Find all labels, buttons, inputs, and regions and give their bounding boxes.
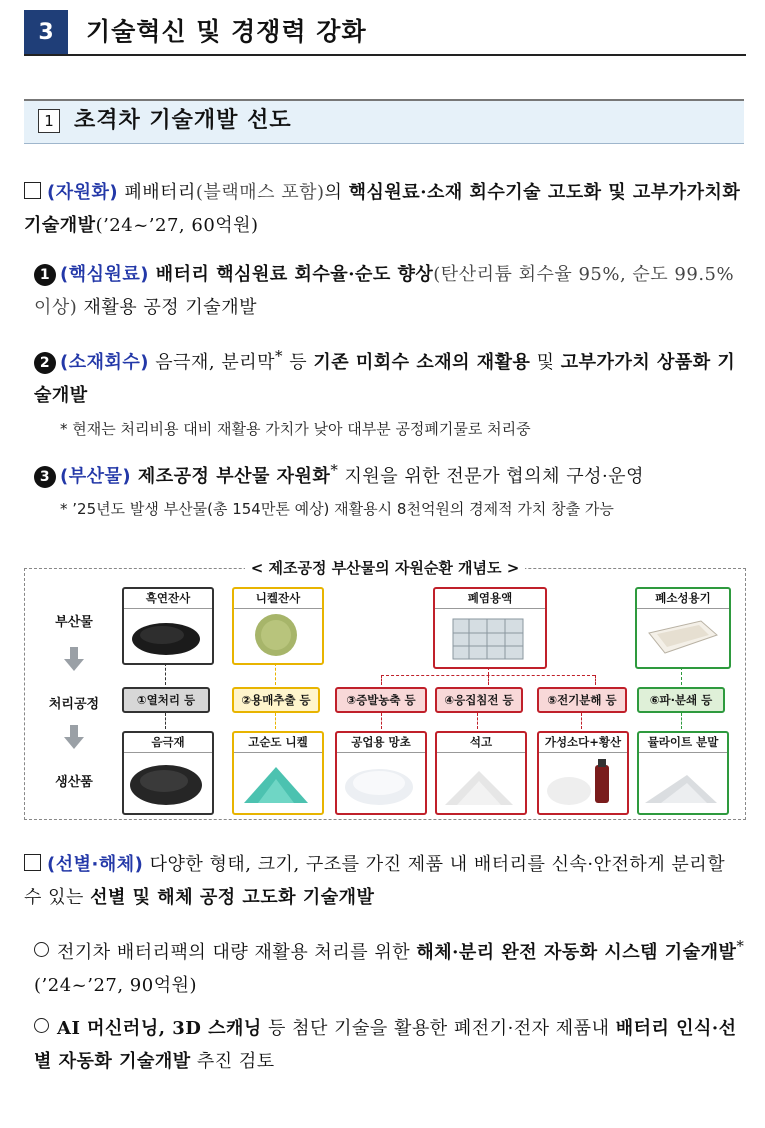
input-nickel-residue — [232, 587, 324, 665]
input-graphite-residue — [122, 587, 214, 665]
section-number: 3 — [24, 10, 68, 54]
subsection-header — [24, 99, 744, 144]
item-tag: (부산물) — [60, 466, 132, 487]
card-label: 고순도 니켈 — [234, 733, 322, 753]
diagram-title: < 제조공정 부산물의 자원순환 개념도 > — [245, 559, 526, 577]
item-text: 및 — [530, 352, 561, 373]
gypsum-image — [441, 757, 521, 809]
item-tail: 지원을 위한 전문가 협의체 구성·운영 — [338, 466, 644, 487]
bullet-ai-recognition — [34, 1012, 746, 1078]
row-label-product: 생산품 — [55, 775, 93, 790]
product-gypsum — [435, 731, 527, 815]
process-electrolysis: ⑤전기분해 등 — [537, 687, 627, 713]
row-label-byproduct: 부산물 — [55, 615, 93, 630]
input-waste-salt-solution — [433, 587, 547, 669]
item-tag: (핵심원료) — [60, 264, 150, 285]
card-label: 흑연잔사 — [124, 589, 212, 609]
card-label: 폐염용액 — [435, 589, 545, 609]
item-tail: 재활용 공정 기술개발 — [77, 297, 257, 318]
item-text: 폐배터리 — [118, 182, 196, 203]
product-caustic-soda-sulfuric-acid — [537, 731, 629, 815]
process-coagulation: ④응집침전 등 — [435, 687, 523, 713]
item-bold: 해체·분리 완전 자동화 시스템 기술개발 — [416, 942, 737, 963]
row-label-process: 처리공정 — [48, 697, 100, 712]
item-bold: 고부가가치 상품화 기술개발 — [34, 352, 736, 406]
crucible-image — [641, 613, 725, 663]
item-tag: (자원화) — [47, 182, 119, 203]
item-bold: 기존 미회수 소재의 재활용 — [313, 352, 531, 373]
item-paren: (블랙매스 포함) — [195, 182, 325, 203]
section-header — [24, 10, 746, 56]
item-tail: (’24~’27, 90억원) — [34, 975, 198, 996]
item-text: 등 — [283, 352, 314, 373]
anode-material-image — [128, 757, 208, 809]
nickel-image — [238, 757, 318, 809]
subsection-number: 1 — [38, 109, 60, 133]
down-arrow-icon — [64, 647, 84, 671]
product-high-purity-nickel — [232, 731, 324, 815]
number-3-icon: 3 — [34, 466, 56, 488]
item-resource — [24, 176, 746, 242]
square-bullet-icon — [24, 182, 41, 199]
item-sorting-dismantling — [24, 848, 746, 914]
number-2-icon: 2 — [34, 352, 56, 374]
process-evaporation: ③증발농축 등 — [335, 687, 427, 713]
card-label: 음극재 — [124, 733, 212, 753]
item-text: 다양한 형태, 크기, 구조를 가진 제품 내 배터리를 신속·안전하게 분리할 수 있는 — [24, 854, 726, 908]
card-label: 공업용 망초 — [337, 733, 425, 753]
card-label: 니켈잔사 — [234, 589, 322, 609]
mullite-image — [643, 757, 723, 809]
square-bullet-icon — [24, 854, 41, 871]
item-paren: (탄산리튬 회수율 95%, 순도 99.5% 이상) — [34, 264, 735, 318]
product-mullite-powder — [637, 731, 729, 815]
sub-item-core-material — [34, 258, 746, 324]
item-bold: 제조공정 부산물 자원화 — [131, 466, 331, 487]
sodium-sulfate-image — [341, 757, 421, 809]
product-industrial-sodium-sulfate — [335, 731, 427, 815]
nickel-residue-image — [238, 613, 318, 659]
number-1-icon: 1 — [34, 264, 56, 286]
item-tag: (소재회수) — [60, 352, 150, 373]
item-bold: 배터리 핵심원료 회수율·순도 향상 — [149, 264, 434, 285]
item-text: 전기차 배터리팩의 대량 재활용 처리를 위한 — [57, 942, 417, 963]
bullet-ev-battery-pack — [34, 930, 746, 1002]
section-title: 기술혁신 및 경쟁력 강화 — [86, 17, 367, 46]
footnote-mark: * — [275, 347, 284, 365]
subsection-title: 초격차 기술개발 선도 — [74, 108, 292, 133]
down-arrow-icon — [64, 725, 84, 749]
footnote-mark: * — [736, 937, 745, 955]
item-tail: (’24~’27, 60억원) — [95, 215, 259, 236]
item-text: 음극재, 분리막 — [149, 352, 276, 373]
resource-cycle-diagram — [24, 559, 746, 820]
tank-image — [439, 613, 541, 663]
product-anode-material — [122, 731, 214, 815]
item-bold: 배터리 인식·선별 자동화 기술개발 — [34, 1018, 737, 1072]
circle-bullet-icon — [34, 942, 49, 957]
process-crushing: ⑥파·분쇄 등 — [637, 687, 725, 713]
sub-item-byproduct — [34, 454, 746, 493]
item-tag: (선별·해체) — [47, 854, 144, 875]
process-solvent-extraction: ②용매추출 등 — [232, 687, 320, 713]
item-bold: AI 머신러닝, 3D 스캐닝 — [57, 1018, 262, 1039]
caustic-soda-image — [543, 757, 623, 809]
item-bold: 선별 및 해체 공정 고도화 기술개발 — [90, 887, 375, 908]
item-bold: 핵심원료·소재 회수기술 고도화 및 고부가가치화 기술개발 — [24, 182, 741, 236]
graphite-residue-image — [128, 613, 208, 659]
input-waste-crucible — [635, 587, 731, 669]
card-label: 가성소다+황산 — [539, 733, 627, 753]
item-text: 등 첨단 기술을 활용한 폐전기·전자 제품내 — [261, 1018, 616, 1039]
footnote-mark: * — [330, 461, 339, 479]
footnote-2: * ’25년도 발생 부산물(총 154만톤 예상) 재활용시 8천억원의 경제적 가치 창출 가능 — [60, 500, 614, 518]
circle-bullet-icon — [34, 1018, 49, 1033]
card-label: 폐소성용기 — [637, 589, 729, 609]
item-tail: 추진 검토 — [190, 1051, 275, 1072]
item-text: 의 — [324, 182, 349, 203]
card-label: 석고 — [437, 733, 525, 753]
card-label: 뮬라이트 분말 — [639, 733, 727, 753]
sub-item-material-recovery — [34, 340, 746, 412]
process-heat-treatment: ①열처리 등 — [122, 687, 210, 713]
footnote-1: * 현재는 처리비용 대비 재활용 가치가 낮아 대부분 공정폐기물로 처리중 — [60, 420, 531, 438]
